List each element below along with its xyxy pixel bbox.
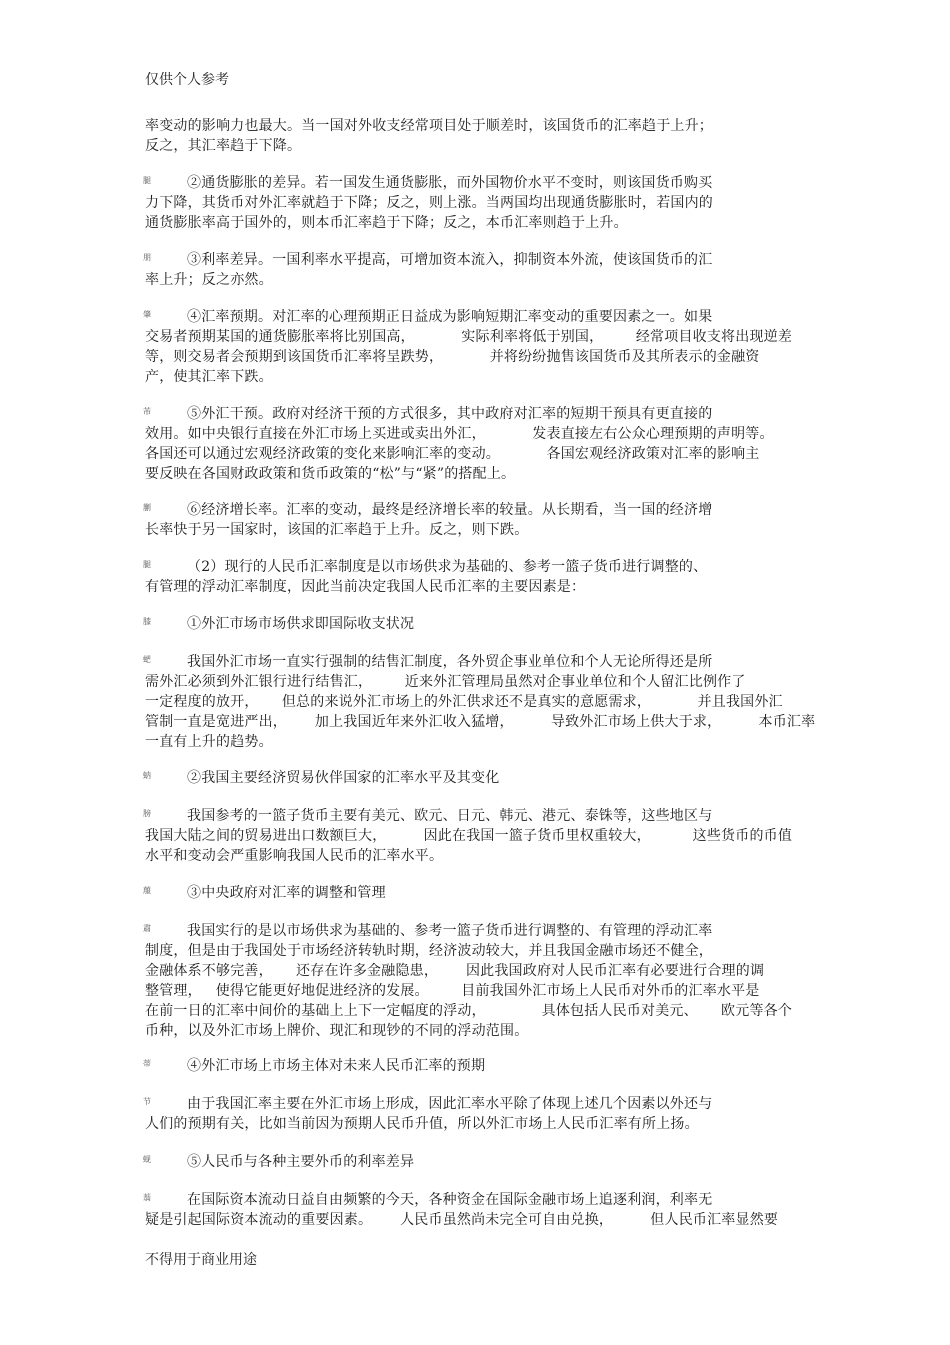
paragraph-6 <box>145 557 805 597</box>
text-line: 水平和变动会严重影响我国人民币的汇率水平。 <box>145 848 444 864</box>
text-line <box>145 652 805 672</box>
text-line: 管制一直是宽进严出， 加上我国近年来外汇收入猛增， 导致外汇市场上供大于求， 本币汇率 <box>145 714 816 730</box>
text-span: 由于我国汇率主要在外汇市场上形成，因此汇率水平除了体现上述几个因素以外还与 <box>187 1096 713 1112</box>
text-span: ③利率差异。一国利率水平提高，可增加资本流入，抑制资本外流，使该国货币的汇 <box>187 252 713 268</box>
text-line <box>145 883 805 903</box>
page-header: 仅供个人参考 <box>145 72 229 88</box>
text-span: ③中央政府对汇率的调整和管理 <box>187 885 386 901</box>
text-span: ⑤人民币与各种主要外币的利率差异 <box>187 1154 415 1170</box>
text-span: ①外汇市场市场供求即国际收支状况 <box>187 616 415 632</box>
text-line: 一直有上升的趋势。 <box>145 734 273 750</box>
text-line <box>145 1056 805 1076</box>
paragraph-13 <box>145 1056 805 1076</box>
paragraph-0 <box>145 116 805 156</box>
text-line <box>145 250 805 270</box>
paragraph-15 <box>145 1152 805 1172</box>
paragraph-marker: 节 <box>143 1097 152 1106</box>
text-line: 长率快于另一国家时，该国的汇率趋于上升。反之，则下跌。 <box>145 522 529 538</box>
paragraph-marker: 腿 <box>143 176 152 185</box>
text-line <box>145 1190 805 1210</box>
text-line: 在前一日的汇率中间价的基础上上下一定幅度的浮动， 具体包括人民币对美元、 欧元等各个 <box>145 1003 793 1019</box>
paragraph-marker: 膝 <box>143 617 152 626</box>
paragraph-marker: 蓊 <box>143 1193 152 1202</box>
paragraph-10 <box>145 806 805 866</box>
paragraph-5 <box>145 500 805 540</box>
paragraph-marker: 蚆 <box>143 655 152 664</box>
text-line: 率变动的影响力也最大。当一国对外收支经常项目处于顺差时，该国货币的汇率趋于上升； <box>145 118 713 134</box>
paragraph-3 <box>145 307 805 387</box>
text-span: ④外汇市场上市场主体对未来人民币汇率的预期 <box>187 1058 486 1074</box>
paragraph-1 <box>145 173 805 233</box>
paragraph-14 <box>145 1094 805 1134</box>
text-line <box>145 307 805 327</box>
text-line: 等，则交易者会预期到该国货币汇率将呈跌势， 并将纷纷抛售该国货币及其所表示的金融资 <box>145 349 760 365</box>
text-line <box>145 614 805 634</box>
text-span: ⑥经济增长率。汇率的变动，最终是经济增长率的较量。从长期看，当一国的经济增 <box>187 502 713 518</box>
text-span: 我国外汇市场一直实行强制的结售汇制度，各外贸企事业单位和个人无论所得还是所 <box>187 654 713 670</box>
text-line: 金融体系不够完善， 还存在许多金融隐患， 因此我国政府对人民币汇率有必要进行合理的调 <box>145 963 765 979</box>
text-line <box>145 768 805 788</box>
paragraph-4 <box>145 404 805 484</box>
text-span: ⑤外汇干预。政府对经济干预的方式很多，其中政府对汇率的短期干预具有更直接的 <box>187 406 713 422</box>
text-span: （2）现行的人民币汇率制度是以市场供求为基础的、参考一篮子货币进行调整的、 <box>187 559 708 575</box>
paragraph-marker: 腿 <box>143 560 152 569</box>
text-line: 产，使其汇率下跌。 <box>145 369 273 385</box>
text-line: 我国大陆之间的贸易进出口数额巨大， 因此在我国一篮子货币里权重较大， 这些货币的币值 <box>145 828 793 844</box>
text-span: ②我国主要经济贸易伙伴国家的汇率水平及其变化 <box>187 770 500 786</box>
text-line: 有管理的浮动汇率制度，因此当前决定我国人民币汇率的主要因素是： <box>145 579 586 595</box>
paragraph-marker: 朋 <box>143 253 152 262</box>
paragraph-9 <box>145 768 805 788</box>
text-span: 我国实行的是以市场供求为基础的、参考一篮子货币进行调整的、有管理的浮动汇率 <box>187 923 713 939</box>
text-line: 交易者预期某国的通货膨胀率将比别国高， 实际利率将低于别国， 经常项目收支将出现逆差 <box>145 329 793 345</box>
text-line: 一定程度的放开， 但总的来说外汇市场上的外汇供求还不是真实的意愿需求， 并且我国外汇 <box>145 694 783 710</box>
paragraph-8 <box>143 652 816 752</box>
paragraph-12 <box>145 921 805 1041</box>
text-line: 反之，其汇率趋于下降。 <box>145 138 302 154</box>
text-line <box>145 1152 805 1172</box>
paragraph-marker: 菔 <box>143 886 152 895</box>
text-line: 力下降，其货币对外汇率就趋于下降；反之，则上涨。当两国均出现通货膨胀时，若国内的 <box>145 195 713 211</box>
text-line: 整管理， 使得它能更好地促进经济的发展。 目前我国外汇市场上人民币对外币的汇率水平是 <box>145 983 760 999</box>
text-line <box>145 921 805 941</box>
text-line: 效用。如中央银行直接在外汇市场上买进或卖出外汇， 发表直接左右公众心理预期的声明等。 <box>145 426 774 442</box>
text-line <box>145 173 805 193</box>
text-line: 需外汇必须到外汇银行进行结售汇， 近来外汇管理局虽然对企事业单位和个人留汇比例作了 <box>145 674 746 690</box>
text-line: 要反映在各国财政政策和货币政策的“松”与“紧”的搭配上。 <box>145 466 516 482</box>
paragraph-2 <box>145 250 805 290</box>
paragraph-7 <box>145 614 805 634</box>
text-line <box>145 500 805 520</box>
paragraph-marker: 蒯 <box>143 503 152 512</box>
text-line: 制度，但是由于我国处于市场经济转轨时期，经济波动较大，并且我国金融市场还不健全， <box>145 943 713 959</box>
text-line <box>145 806 805 826</box>
paragraph-marker: 肅 <box>143 924 152 933</box>
text-span: 我国参考的一篮子货币主要有美元、欧元、日元、韩元、港元、泰铢等，这些地区与 <box>187 808 713 824</box>
paragraph-marker: 蒂 <box>143 1059 152 1068</box>
text-line <box>145 1094 805 1114</box>
paragraph-marker: 肇 <box>143 310 152 319</box>
paragraph-marker: 芾 <box>143 407 152 416</box>
text-span: ④汇率预期。对汇率的心理预期正日益成为影响短期汇率变动的重要因素之一。如果 <box>187 309 713 325</box>
text-line: 通货膨胀率高于国外的，则本币汇率趋于下降；反之，本币汇率则趋于上升。 <box>145 215 628 231</box>
text-line: 币种，以及外汇市场上牌价、现汇和现钞的不同的浮动范围。 <box>145 1023 529 1039</box>
paragraph-marker: 蚋 <box>143 771 152 780</box>
text-line <box>145 557 805 577</box>
text-line: 率上升；反之亦然。 <box>145 272 273 288</box>
text-line: 人们的预期有关，比如当前因为预期人民币升值，所以外汇市场上人民币汇率有所上扬。 <box>145 1116 699 1132</box>
page-footer: 不得用于商业用途 <box>145 1252 257 1268</box>
text-line <box>145 404 805 424</box>
paragraph-marker: 膀 <box>143 809 152 818</box>
text-line: 各国还可以通过宏观经济政策的变化来影响汇率的变动。 各国宏观经济政策对汇率的影响主 <box>145 446 760 462</box>
paragraph-11 <box>145 883 805 903</box>
text-span: 在国际资本流动日益自由频繁的今天，各种资金在国际金融市场上追逐利润，利率无 <box>187 1192 713 1208</box>
paragraph-16 <box>145 1190 805 1230</box>
paragraph-marker: 蚬 <box>143 1155 152 1164</box>
text-span: ②通货膨胀的差异。若一国发生通货膨胀，而外国物价水平不变时，则该国货币购买 <box>187 175 713 191</box>
text-line: 疑是引起国际资本流动的重要因素。 人民币虽然尚未完全可自由兑换， 但人民币汇率显然要 <box>145 1212 779 1228</box>
